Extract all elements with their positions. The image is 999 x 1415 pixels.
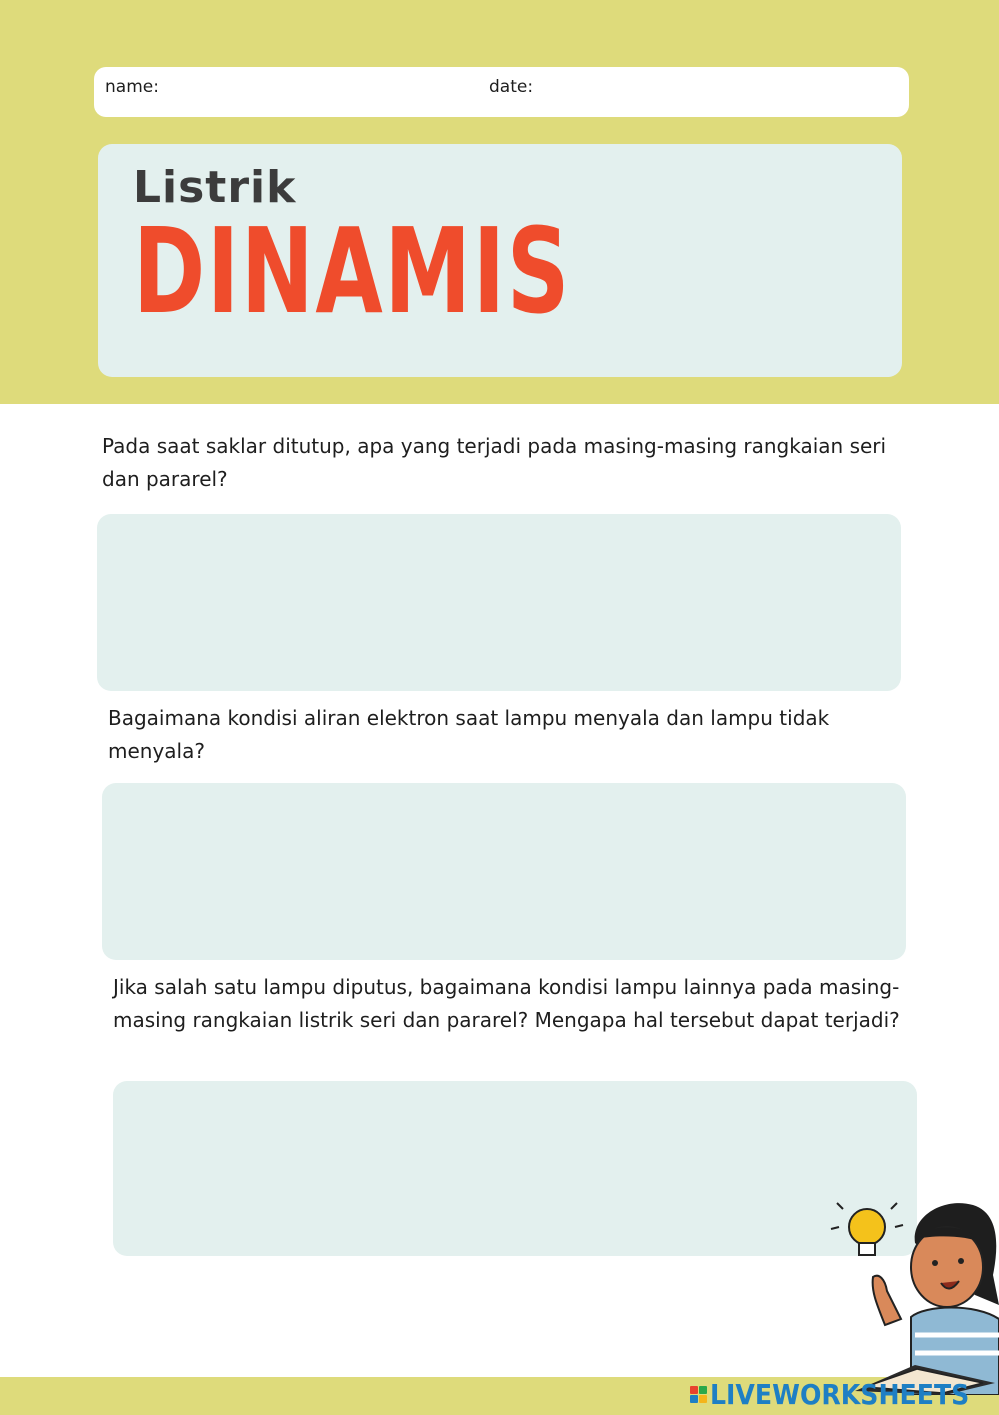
answer-box-1[interactable] [97,514,901,691]
date-label: date: [489,77,534,97]
girl-with-lightbulb-illustration [815,1195,999,1395]
logo-text: LIVEWORKSHEETS [710,1377,970,1411]
page-title: DINAMIS [133,202,572,340]
name-label: name: [105,77,159,97]
question-2: Bagaimana kondisi aliran elektron saat lampu menyala dan lampu tidak menyala? [108,706,830,763]
name-date-bar [94,67,909,117]
title-panel [98,144,902,377]
title-subheading: Listrik [133,162,297,213]
answer-box-3[interactable] [113,1081,917,1256]
lightbulb-icon [849,1209,885,1245]
liveworksheets-logo[interactable] [690,1377,998,1411]
answer-box-2[interactable] [102,783,906,960]
question-1: Pada saat saklar ditutup, apa yang terjadi pada masing-masing rangkaian seri dan pararel? [102,434,887,491]
question-3: Jika salah satu lampu diputus, bagaimana kondisi lampu lainnya pada masing-masing rangkaian listrik seri dan pararel? Mengapa hal tersebut dapat terjadi? [113,975,900,1032]
liveworksheets-logo-icon [690,1386,707,1403]
